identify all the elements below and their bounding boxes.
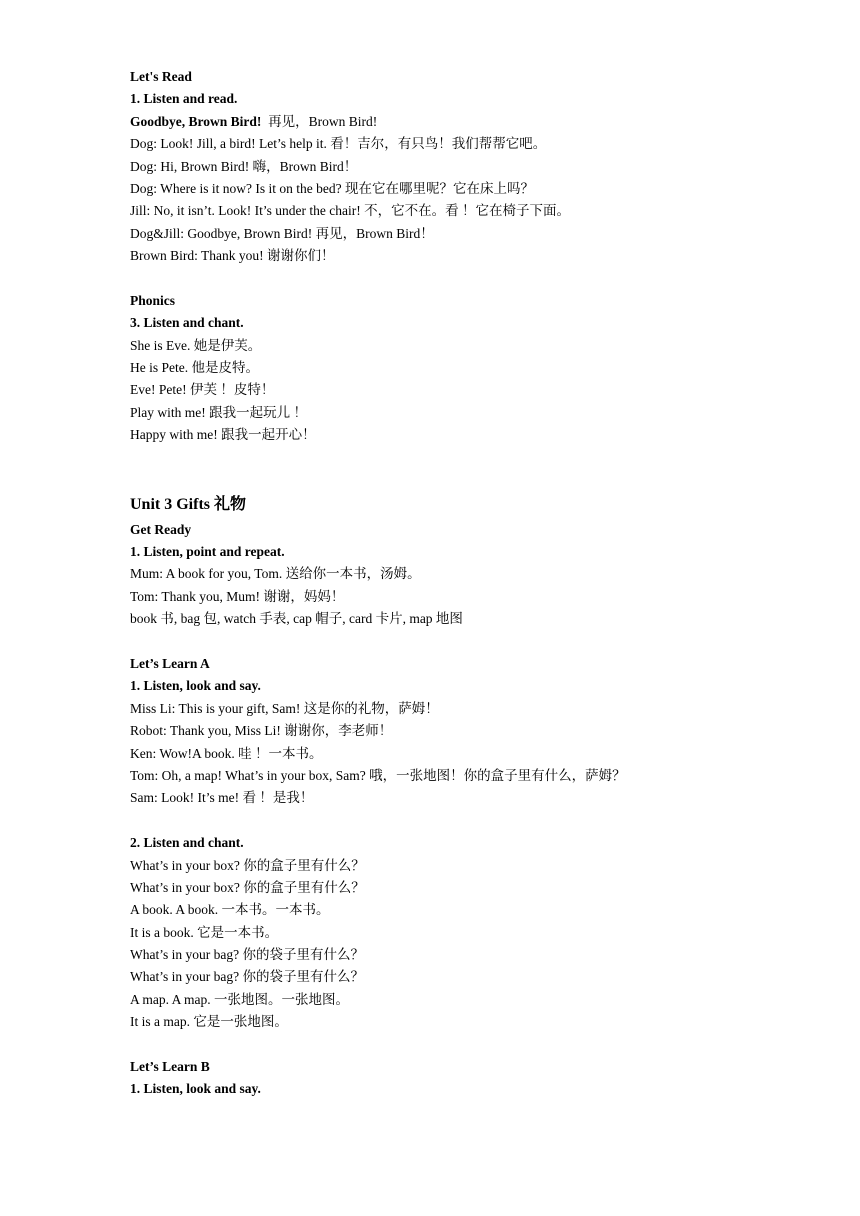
chant-line: He is Pete. 他是皮特。: [130, 360, 259, 376]
dialogue-line: Miss Li: This is your gift, Sam! 这是你的礼物，萨姆！: [130, 700, 439, 716]
chant-line: What’s in your bag? 你的袋子里有什么？: [130, 969, 364, 985]
dialogue-line: Dog: Hi, Brown Bird! 嗨，Brown Bird！: [130, 158, 358, 174]
dialogue-line: Tom: Thank you, Mum! 谢谢，妈妈！: [130, 588, 345, 604]
dialogue-line: Ken: Wow!A book. 哇 ！一本书。: [130, 745, 323, 761]
exercise-title: 3. Listen and chant.: [130, 315, 244, 331]
dialogue-line: Brown Bird: Thank you! 谢谢你们！: [130, 248, 335, 264]
dialogue-line: Sam: Look! It’s me! 看 ！是我！: [130, 790, 314, 806]
chant-line: Happy with me! 跟我一起开心！: [130, 427, 316, 443]
story-title: Goodbye, Brown Bird! 再见，Brown Bird!: [130, 113, 378, 129]
dialogue-line: Dog: Where is it now? Is it on the bed? 现在它在哪里呢？它在床上吗？: [130, 180, 534, 196]
chant-line: What’s in your bag? 你的袋子里有什么？: [130, 947, 364, 963]
section-heading-learn-b: Let’s Learn B: [130, 1059, 210, 1075]
vocabulary-line: book 书, bag 包, watch 手表, cap 帽子, card 卡片, map 地图: [130, 611, 463, 627]
section-heading-lets-read: Let's Read: [130, 69, 192, 84]
section-heading-phonics: Phonics: [130, 292, 176, 308]
dialogue-line: Robot: Thank you, Miss Li! 谢谢你，李老师！: [130, 723, 393, 739]
exercise-title: 1. Listen, point and repeat.: [130, 544, 285, 560]
chant-line: It is a map. 它是一张地图。: [130, 1014, 288, 1030]
dialogue-line: Dog: Look! Jill, a bird! Let’s help it. 看！吉尔，有只鸟！我们帮帮它吧。: [130, 136, 547, 152]
dialogue-line: Tom: Oh, a map! What’s in your box, Sam? 哦，一张地图！你的盒子里有什么，萨姆？: [130, 767, 626, 783]
chant-line: It is a book. 它是一本书。: [130, 924, 279, 940]
chant-line: A map. A map. 一张地图。一张地图。: [130, 991, 349, 1007]
dialogue-line: Mum: A book for you, Tom. 送给你一本书，汤姆。: [130, 566, 421, 582]
dialogue-line: Dog&Jill: Goodbye, Brown Bird! 再见，Brown Bird！: [130, 225, 434, 241]
chant-line: What’s in your box? 你的盒子里有什么？: [130, 857, 365, 873]
chant-line: She is Eve. 她是伊芙。: [130, 337, 262, 353]
exercise-title: 2. Listen and chant.: [130, 835, 244, 851]
document-body: [130, 66, 830, 1101]
chant-line: Eve! Pete! 伊芙 ！皮特！: [130, 382, 275, 398]
unit-title: Unit 3 Gifts 礼物: [130, 495, 247, 513]
chant-line: Play with me! 跟我一起玩儿 ！: [130, 404, 307, 420]
dialogue-line: Jill: No, it isn’t. Look! It’s under the chair! 不，它不在。看 ！它在椅子下面。: [130, 203, 570, 219]
chant-line: A book. A book. 一本书。一本书。: [130, 902, 330, 918]
chant-line: What’s in your box? 你的盒子里有什么？: [130, 879, 365, 895]
exercise-title: 1. Listen, look and say.: [130, 678, 261, 694]
section-heading-learn-a: Let’s Learn A: [130, 655, 210, 671]
exercise-title: 1. Listen and read.: [130, 91, 238, 107]
exercise-title: 1. Listen, look and say.: [130, 1081, 261, 1097]
section-heading-get-ready: Get Ready: [130, 521, 192, 537]
